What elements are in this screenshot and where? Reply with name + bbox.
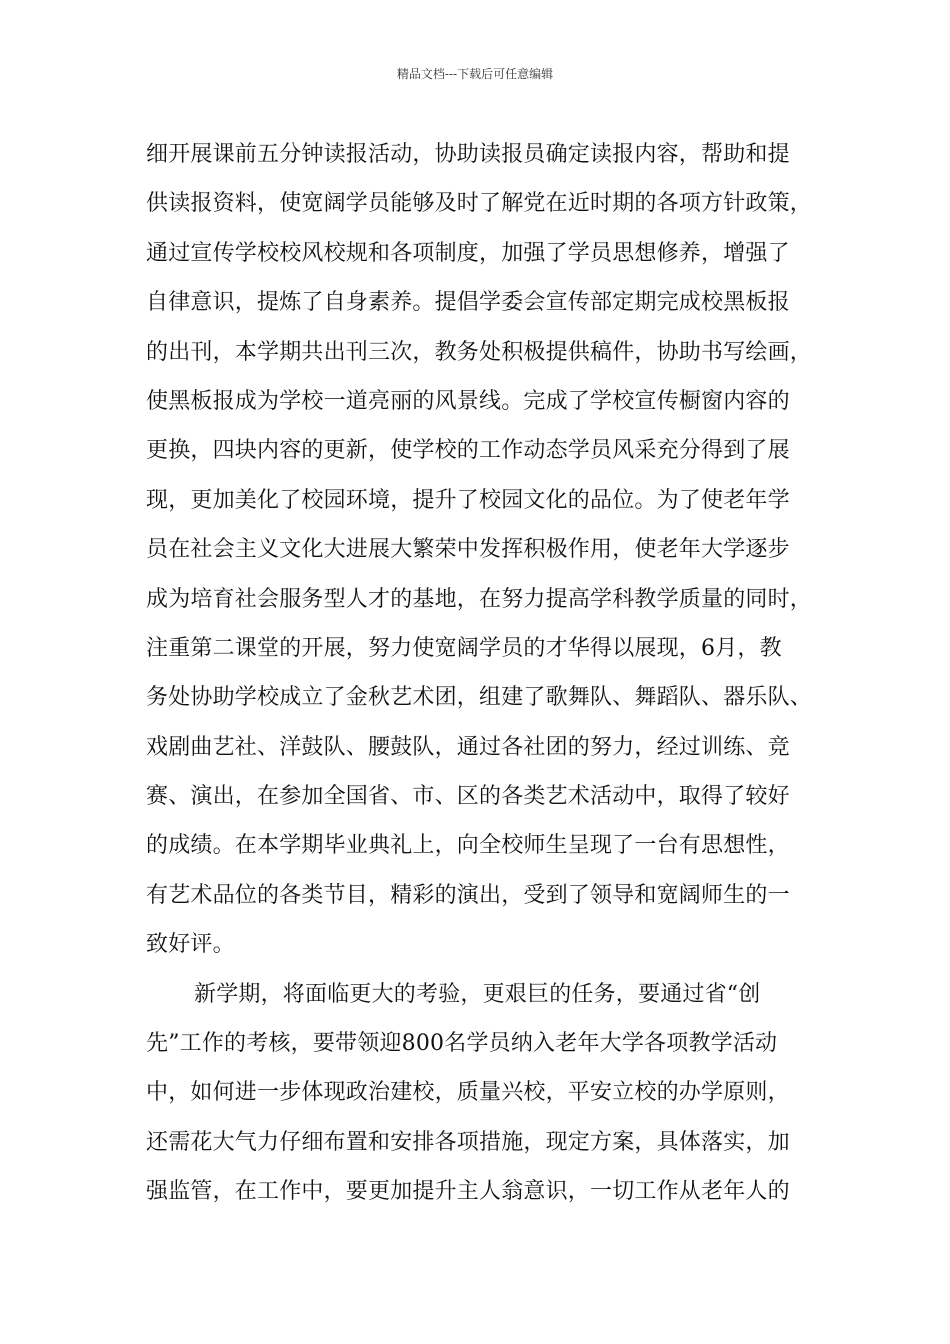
page-header: 精品文档---下载后可任意编辑: [396, 67, 554, 81]
text-line: 成为培育社会服务型人才的基地，在努力提高学科教学质量的同时，: [146, 586, 813, 612]
text-line: 有艺术品位的各类节目，精彩的演出，受到了领导和宽阔师生的一: [146, 882, 790, 908]
text-line: 注重第二课堂的开展，努力使宽阔学员的才华得以展现，6月，教: [146, 635, 782, 661]
text-line: 细开展课前五分钟读报活动，协助读报员确定读报内容，帮助和提: [146, 142, 790, 167]
text-line: 通过宣传学校校风校规和各项制度，加强了学员思想修养，增强了: [146, 240, 790, 266]
text-line: 使黑板报成为学校一道亮丽的风景线。完成了学校宣传橱窗内容的: [146, 388, 790, 414]
text-line: 务处协助学校成立了金秋艺术团，组建了歌舞队、舞蹈队、器乐队、: [146, 685, 813, 711]
text-line: 强监管，在工作中，要更加提升主人翁意识，一切工作从老年人的: [146, 1179, 790, 1205]
document-body: [146, 130, 826, 1217]
text-line: 供读报资料，使宽阔学员能够及时了解党在近时期的各项方针政策，: [146, 191, 813, 217]
text-line: 的出刊，本学期共出刊三次，教务处积极提供稿件，协助书写绘画，: [146, 339, 813, 365]
text-line: 中，如何进一步体现政治建校，质量兴校，平安立校的办学原则，: [146, 1080, 790, 1106]
text-line: 先”工作的考核，要带领迎800名学员纳入老年大学各项教学活动: [146, 1031, 778, 1057]
text-line: 还需花大气力仔细布置和安排各项措施，现定方案，具体落实，加: [146, 1129, 790, 1155]
text-line: 自律意识，提炼了自身素养。提倡学委会宣传部定期完成校黑板报: [146, 290, 790, 316]
text-line: 致好评。: [146, 932, 235, 958]
text-line: 现，更加美化了校园环境，提升了校园文化的品位。为了使老年学: [146, 487, 790, 513]
text-line: 赛、演出，在参加全国省、市、区的各类艺术活动中，取得了较好: [146, 784, 790, 810]
paragraph-start-line: 新学期，将面临更大的考验，更艰巨的任务，要通过省“创: [194, 981, 761, 1007]
text-line: 的成绩。在本学期毕业典礼上，向全校师生呈现了一台有思想性，: [146, 833, 790, 859]
text-line: 戏剧曲艺社、洋鼓队、腰鼓队，通过各社团的努力，经过训练、竞: [146, 734, 790, 760]
text-line: 员在社会主义文化大进展大繁荣中发挥积极作用，使老年大学逐步: [146, 537, 790, 563]
text-line: 更换，四块内容的更新，使学校的工作动态学员风采充分得到了展: [146, 438, 790, 464]
